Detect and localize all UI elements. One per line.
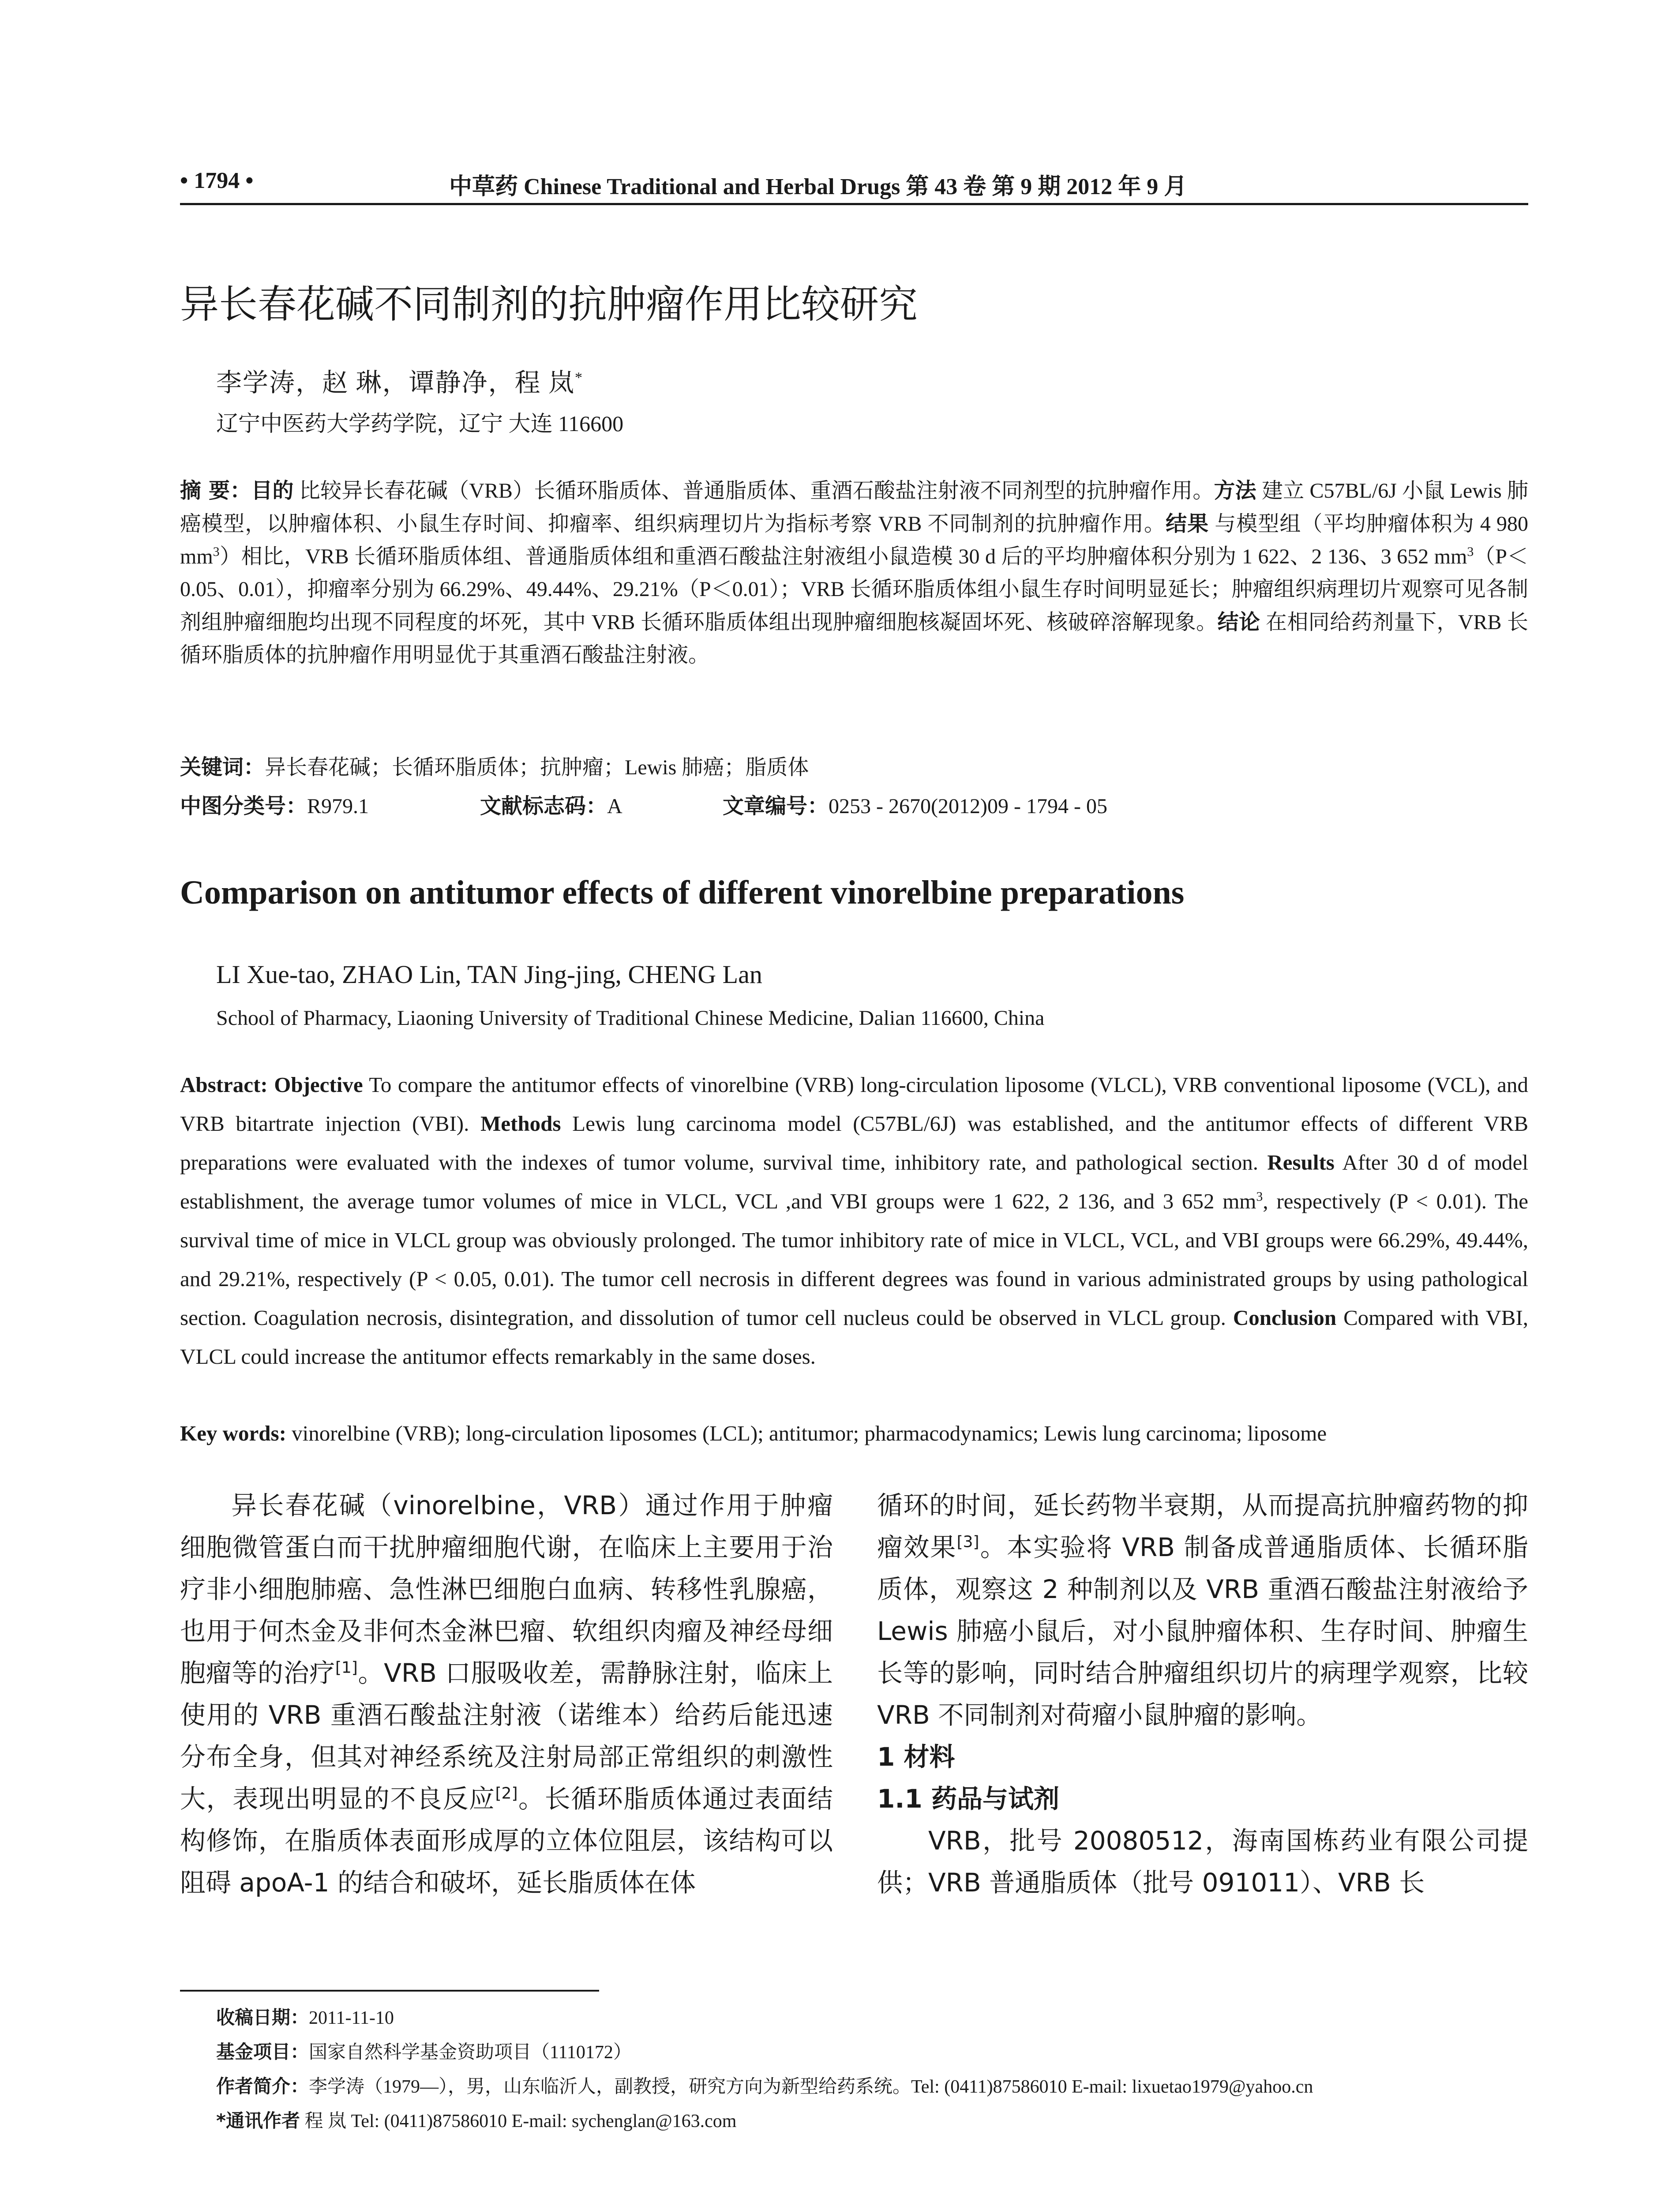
results-text-2: ）相比，VRB 长循环脂质体组、普通脂质体组和重酒石酸盐注射液组小鼠造模 30 d 后的平均肿瘤体积分别为 1 622、2 136、3 652 mm bbox=[219, 545, 1467, 568]
corresponding-mark: * bbox=[575, 369, 584, 386]
conclusion-text: 在相同给药剂量下，VRB 长循环脂质体的抗肿瘤作用明显优于其重酒石酸盐注射液。 bbox=[180, 611, 1528, 667]
section-heading: 1 材料 bbox=[877, 1742, 955, 1772]
body-paragraph bbox=[180, 1485, 833, 1904]
author-bio-text: 李学涛（1979—），男，山东临沂人，副教授，研究方向为新型给药系统。Tel: (0411)87586010 E-mail: lixuetao1979@yahoo.cn bbox=[309, 2077, 1313, 2097]
fund-text: 国家自然科学基金资助项目（1110172） bbox=[309, 2042, 632, 2063]
results-label: 结果 bbox=[1166, 511, 1209, 536]
citation: [1] bbox=[335, 1658, 358, 1677]
footnote-received bbox=[216, 2003, 394, 2030]
article-id-label: 文章编号： bbox=[723, 794, 829, 818]
objective-text: 比较异长春花碱（VRB）长循环脂质体、普通脂质体、重酒石酸盐注射液不同剂型的抗肿瘤作用。 bbox=[299, 479, 1214, 503]
running-header bbox=[180, 168, 1528, 203]
english-title: Comparison on antitumor effects of different vinorelbine preparations bbox=[180, 874, 1185, 911]
abstract-label: 摘 要： bbox=[180, 478, 251, 503]
body-column-left bbox=[180, 1485, 833, 1904]
body-column-right bbox=[877, 1485, 1528, 1904]
results-text-1: After 30 d of model establishment, the average tumor volumes of mice in VLCL, VCL ,and VBI groups were 1 622, 2 136, and 3 652 mm bbox=[180, 1150, 1529, 1213]
methods-label: Methods bbox=[480, 1111, 561, 1136]
body-text: VRB，批号 20080512，海南国栋药业有限公司提供；VRB 普通脂质体（批号 091011）、VRB 长 bbox=[877, 1826, 1528, 1898]
fund-label: 基金项目： bbox=[216, 2041, 309, 2063]
chinese-title: 异长春花碱不同制剂的抗肿瘤作用比较研究 bbox=[180, 281, 918, 327]
footnote-fund bbox=[216, 2037, 632, 2064]
chinese-keywords bbox=[180, 751, 1528, 784]
objective-text: To compare the antitumor effects of vinorelbine (VRB) long-circulation liposome (VLCL), VRB conventional liposome (VCL), and VRB bitartrate injection (VBI). bbox=[180, 1073, 1528, 1136]
keywords-text: vinorelbine (VRB); long-circulation liposomes (LCL); antitumor; pharmacodynamics; Lewis lung carcinoma; liposome bbox=[292, 1421, 1327, 1445]
article-id-value: 0253 - 2670(2012)09 - 1794 - 05 bbox=[829, 795, 1107, 818]
doc-code-label: 文献标志码： bbox=[480, 794, 608, 818]
keywords-label: 关键词： bbox=[180, 755, 265, 780]
received-date: 2011-11-10 bbox=[309, 2008, 394, 2028]
clc-value: R979.1 bbox=[307, 795, 369, 818]
methods-label: 方法 bbox=[1214, 478, 1256, 503]
results-label: Results bbox=[1267, 1150, 1335, 1174]
page-number: • 1794 • bbox=[180, 168, 254, 193]
body-text: 。长循环脂质体通过表面结构修饰，在脂质体表面形成厚的立体位阻层，该结构可以阻碍 apoA-1 的结合和破坏，延长脂质体在体 bbox=[180, 1784, 833, 1898]
english-keywords bbox=[180, 1421, 1528, 1446]
document-code bbox=[480, 789, 622, 819]
article-id bbox=[723, 789, 1107, 819]
clc-number bbox=[180, 789, 369, 819]
footnote-corresponding bbox=[216, 2106, 736, 2133]
english-affiliation: School of Pharmacy, Liaoning University of Traditional Chinese Medicine, Dalian 116600, China bbox=[216, 1006, 1045, 1030]
methods-text: 建立 C57BL/6J 小鼠 Lewis 肺癌模型，以肿瘤体积、小鼠生存时间、抑瘤率、组织病理切片为指标考察 VRB 不同制剂的抗肿瘤作用。 bbox=[180, 479, 1529, 536]
results-text-2: , respectively (P < 0.01). The survival time of mice in VLCL group was obviously prolonged. The tumor inhibitory rate of mice in VLCL, VCL, and VBI groups were 66.29%, 49.44%, and 29.21%, respectively (P < 0.05, 0.01). The tumor cell necrosis in different degrees was found in various administrated groups by using pathological section. Coagulation necrosis, disintegration, and dissolution of tumor cell nucleus could be observed in VLCL group. bbox=[180, 1189, 1528, 1330]
conclusion-label: 结论 bbox=[1217, 610, 1260, 634]
corresponding-label: *通讯作者 bbox=[216, 2110, 300, 2131]
body-text: 。VRB 口服吸收差，需静脉注射，临床上使用的 VRB 重酒石酸盐注射液（诺维本）给药后能迅速分布全身，但其对神经系统及注射局部正常组织的刺激性大，表现出明显的不良反应 bbox=[180, 1658, 833, 1814]
superscript: 3 bbox=[1467, 544, 1474, 559]
chinese-abstract bbox=[180, 474, 1528, 672]
superscript: 3 bbox=[213, 544, 220, 559]
citation: [2] bbox=[495, 1784, 518, 1803]
methods-text: Lewis lung carcinoma model (C57BL/6J) was established, and the antitumor effects of different VRB preparations were evaluated with the indexes of tumor volume, survival time, inhibitory rate, and pathological section. bbox=[180, 1111, 1528, 1174]
journal-info: 中草药 Chinese Traditional and Herbal Drugs 第 43 卷 第 9 期 2012 年 9 月 bbox=[449, 174, 1187, 199]
subsection-heading: 1.1 药品与试剂 bbox=[877, 1784, 1059, 1814]
footnote-rule bbox=[180, 1990, 599, 1992]
header-rule bbox=[180, 203, 1528, 205]
body-paragraph bbox=[877, 1820, 1528, 1904]
results-text-3: （P＜0.05、0.01），抑瘤率分别为 66.29%、49.44%、29.21%（P＜0.01）；VRB 长循环脂质体组小鼠生存时间明显延长；肿瘤组织病理切片观察可见各制剂组肿瘤细胞均出现不同程度的坏死，其中 VRB 长循环脂质体组出现肿瘤细胞核凝固坏死、核破碎溶解现象。 bbox=[180, 545, 1528, 634]
results-text-1: 与模型组（平均肿瘤体积为 4 980 mm bbox=[180, 512, 1528, 568]
body-paragraph bbox=[877, 1485, 1528, 1736]
citation: [3] bbox=[956, 1533, 979, 1551]
conclusion-text: Compared with VBI, VLCL could increase the antitumor effects remarkably in the same doses. bbox=[180, 1306, 1529, 1369]
corresponding-text: 程 岚 Tel: (0411)87586010 E-mail: sychenglan@163.com bbox=[304, 2111, 737, 2131]
chinese-affiliation: 辽宁中医药大学药学院，辽宁 大连 116600 bbox=[216, 411, 624, 436]
doc-code-value: A bbox=[607, 795, 622, 818]
clc-label: 中图分类号： bbox=[180, 794, 308, 818]
chinese-author-names: 李学涛，赵 琳，谭静净，程 岚 bbox=[216, 368, 575, 397]
abstract-objective-label: Abstract: Objective bbox=[180, 1073, 363, 1097]
received-label: 收稿日期： bbox=[216, 2007, 309, 2028]
conclusion-label: Conclusion bbox=[1233, 1306, 1337, 1330]
keywords-label: Key words: bbox=[180, 1421, 286, 1445]
english-abstract bbox=[180, 1065, 1528, 1376]
author-bio-label: 作者简介： bbox=[216, 2075, 309, 2097]
body-text: 循环的时间，延长药物半衰期，从而提高抗肿瘤药物的抑瘤效果 bbox=[877, 1490, 1528, 1562]
objective-label: 目的 bbox=[251, 478, 294, 503]
english-authors: LI Xue-tao, ZHAO Lin, TAN Jing-jing, CHENG Lan bbox=[216, 960, 762, 989]
chinese-authors bbox=[216, 362, 583, 399]
body-text: 。本实验将 VRB 制备成普通脂质体、长循环脂质体，观察这 2 种制剂以及 VRB 重酒石酸盐注射液给予 Lewis 肺癌小鼠后，对小鼠肿瘤体积、生存时间、肿瘤生长等的影响，同时结合肿瘤组织切片的病理学观察，比较 VRB 不同制剂对荷瘤小鼠肿瘤的影响。 bbox=[877, 1532, 1528, 1730]
body-text: 异长春花碱（vinorelbine，VRB）通过作用于肿瘤细胞微管蛋白而干扰肿瘤细胞代谢，在临床上主要用于治疗非小细胞肺癌、急性淋巴细胞白血病、转移性乳腺癌，也用于何杰金及非何杰金淋巴瘤、软组织肉瘤及神经母细胞瘤等的治疗 bbox=[180, 1490, 833, 1688]
superscript: 3 bbox=[1256, 1189, 1263, 1204]
keywords-text: 异长春花碱；长循环脂质体；抗肿瘤；Lewis 肺癌；脂质体 bbox=[265, 756, 809, 779]
footnote-author bbox=[216, 2072, 1313, 2098]
